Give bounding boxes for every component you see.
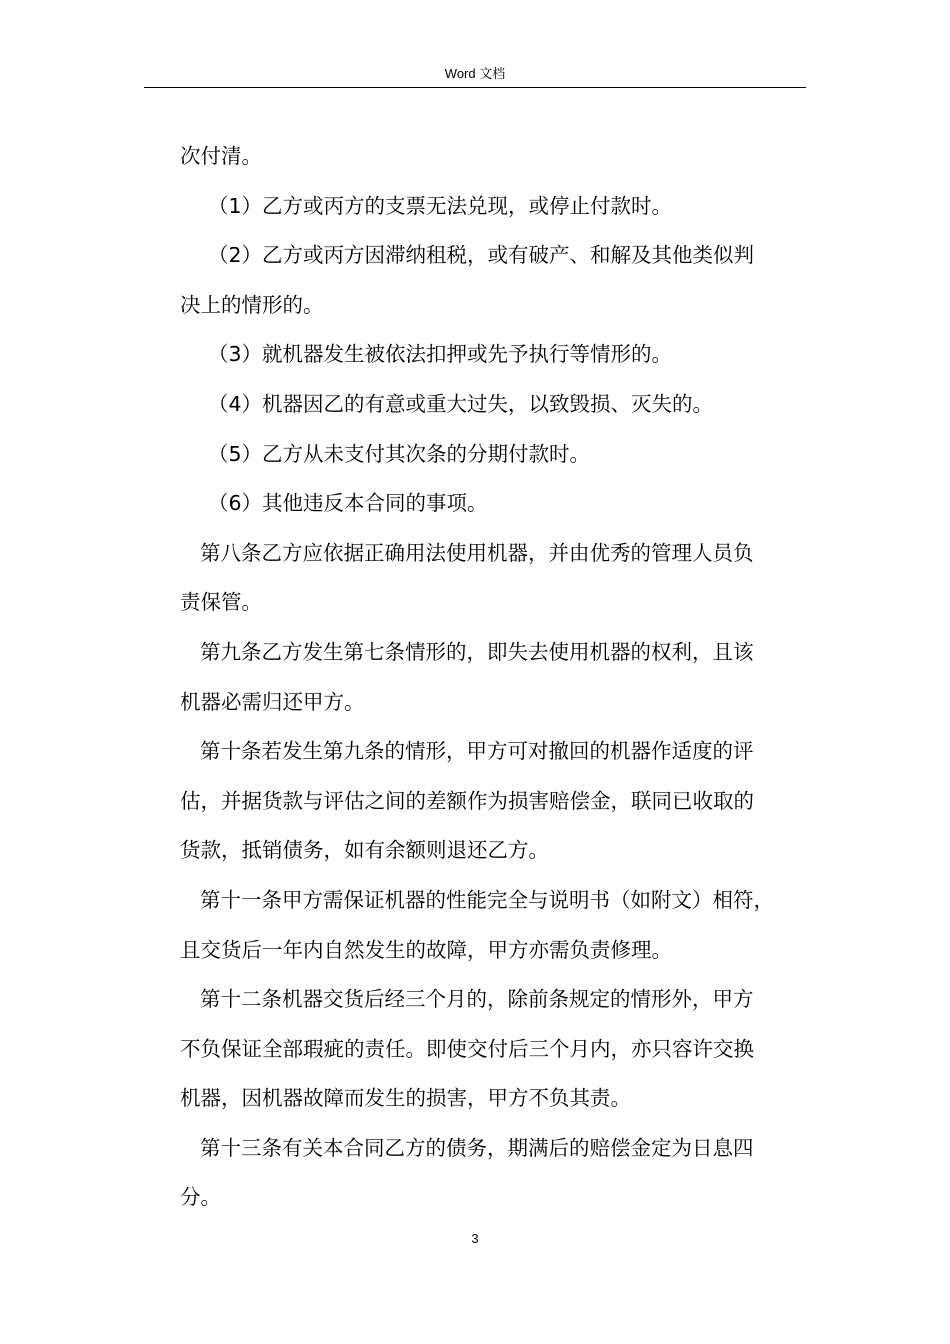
paragraph-line: 第十一条甲方需保证机器的性能完全与说明书（如附文）相符， (200, 887, 774, 912)
paragraph-line: 不负保证全部瑕疵的责任。即使交付后三个月内，亦只容许交换 (180, 1036, 754, 1061)
page-number: 3 (471, 1231, 479, 1246)
paragraph-line: （2）乙方或丙方因滞纳租税，或有破产、和解及其他类似判 (208, 243, 755, 268)
paragraph-line: 且交货后一年内自然发生的故障，甲方亦需负责修理。 (180, 937, 672, 962)
paragraph-line: 次付清。 (180, 144, 262, 168)
paragraph-line: 货款，抵销债务，如有余额则退还乙方。 (180, 838, 549, 863)
document-body (180, 132, 810, 1223)
paragraph-line: 估，并据货款与评估之间的差额作为损害赔偿金，联同已收取的 (180, 788, 754, 813)
paragraph-line: 第十条若发生第九条的情形，甲方可对撤回的机器作适度的评 (200, 739, 754, 764)
paragraph-line: （4）机器因乙的有意或重大过失，以致毁损、灭失的。 (208, 391, 714, 416)
paragraph-line: 决上的情形的。 (180, 292, 324, 317)
paragraph-line: 责保管。 (180, 590, 262, 615)
paragraph-line: （1）乙方或丙方的支票无法兑现，或停止付款时。 (208, 193, 673, 218)
paragraph-line: 机器必需归还甲方。 (180, 689, 365, 714)
paragraph-line: 第十二条机器交货后经三个月的，除前条规定的情形外，甲方 (200, 987, 754, 1012)
paragraph-line: 分。 (180, 1185, 221, 1210)
paragraph-line: 机器，因机器故障而发生的损害，甲方不负其责。 (180, 1086, 631, 1111)
paragraph-line: （3）就机器发生被依法扣押或先予执行等情形的。 (208, 342, 673, 367)
header-divider (144, 87, 806, 88)
paragraph-line: 第十三条有关本合同乙方的债务，期满后的赔偿金定为日息四 (200, 1135, 754, 1160)
paragraph-line: （5）乙方从未支付其次条的分期付款时。 (208, 441, 591, 466)
header-title: Word 文档 (444, 66, 506, 81)
paragraph-line: 第八条乙方应依据正确用法使用机器，并由优秀的管理人员负 (200, 540, 754, 565)
paragraph-line: 第九条乙方发生第七条情形的，即失去使用机器的权利，且该 (200, 639, 754, 664)
paragraph-line: （6）其他违反本合同的事项。 (208, 491, 488, 516)
